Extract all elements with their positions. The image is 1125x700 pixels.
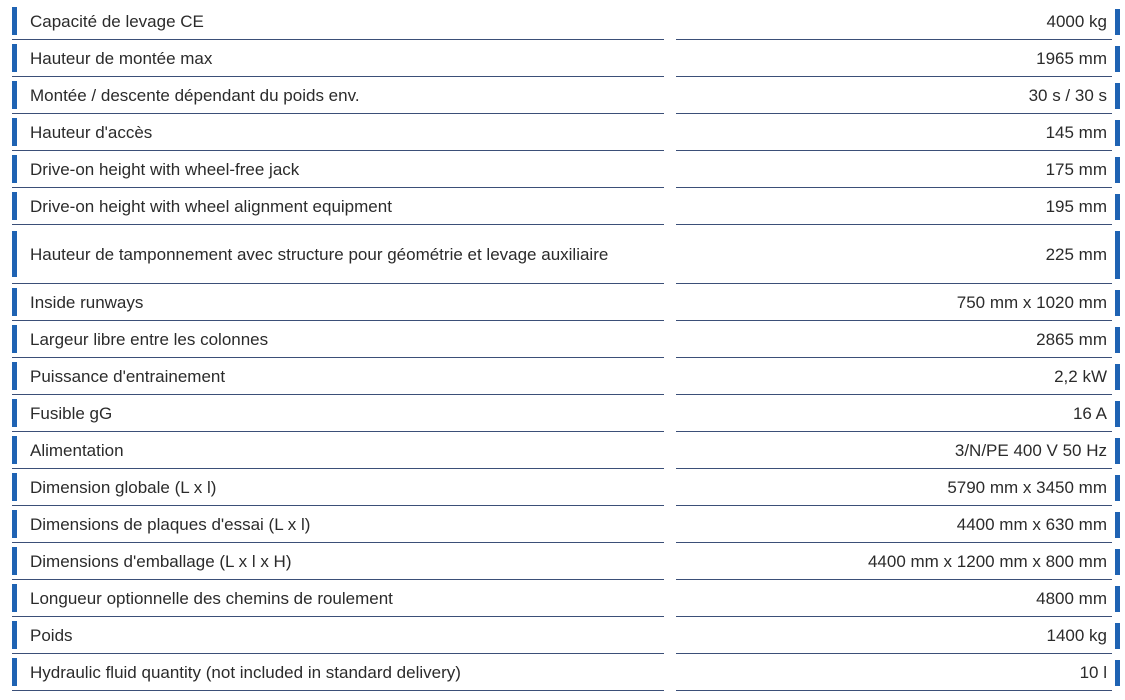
spec-value: 750 mm x 1020 mm (956, 292, 1107, 312)
spec-value: 175 mm (1045, 159, 1107, 179)
spec-label-cell (12, 358, 664, 395)
spec-row (0, 3, 1125, 40)
spec-value: 2865 mm (1036, 329, 1107, 349)
spec-label: Inside runways (30, 292, 144, 312)
spec-label: Hauteur d'accès (30, 122, 153, 142)
spec-label: Montée / descente dépendant du poids env. (30, 85, 360, 105)
spec-value-cell (676, 617, 1112, 654)
spec-label: Poids (30, 625, 73, 645)
spec-label: Hauteur de montée max (30, 48, 213, 68)
spec-value-cell (676, 358, 1112, 395)
spec-value: 4400 mm x 630 mm (956, 514, 1107, 534)
spec-label-cell (12, 543, 664, 580)
spec-value: 2,2 kW (1054, 366, 1107, 386)
spec-value-cell (676, 40, 1112, 77)
spec-value-cell (676, 580, 1112, 617)
spec-value-cell (676, 77, 1112, 114)
spec-row (0, 225, 1125, 284)
spec-row (0, 188, 1125, 225)
spec-row (0, 321, 1125, 358)
spec-label: Hauteur de tamponnement avec structure pour géométrie et levage auxiliaire (30, 244, 609, 264)
spec-row (0, 654, 1125, 691)
spec-label: Dimensions d'emballage (L x l x H) (30, 551, 292, 571)
spec-value: 225 mm (1045, 244, 1107, 264)
spec-label-cell (12, 506, 664, 543)
spec-label-cell (12, 617, 664, 654)
spec-label: Dimensions de plaques d'essai (L x l) (30, 514, 311, 534)
spec-label: Fusible gG (30, 403, 113, 423)
spec-row (0, 395, 1125, 432)
spec-value-cell (676, 3, 1112, 40)
spec-row (0, 469, 1125, 506)
spec-label-cell (12, 395, 664, 432)
spec-value: 10 l (1079, 662, 1107, 682)
spec-value-cell (676, 543, 1112, 580)
spec-label: Dimension globale (L x l) (30, 477, 217, 497)
spec-value-cell (676, 321, 1112, 358)
spec-label-cell (12, 3, 664, 40)
spec-value: 16 A (1072, 403, 1107, 423)
spec-value: 4800 mm (1036, 588, 1107, 608)
spec-value-cell (676, 469, 1112, 506)
spec-label-cell (12, 225, 664, 284)
spec-label-cell (12, 77, 664, 114)
spec-label-cell (12, 580, 664, 617)
spec-row (0, 40, 1125, 77)
spec-row (0, 432, 1125, 469)
spec-value: 1400 kg (1046, 625, 1107, 645)
spec-value-cell (676, 506, 1112, 543)
spec-label: Drive-on height with wheel-free jack (30, 159, 300, 179)
spec-row (0, 358, 1125, 395)
spec-value: 4000 kg (1046, 11, 1107, 31)
spec-value-cell (676, 654, 1112, 691)
spec-row (0, 151, 1125, 188)
spec-value: 3/N/PE 400 V 50 Hz (954, 440, 1107, 460)
spec-value: 4400 mm x 1200 mm x 800 mm (867, 551, 1107, 571)
spec-label: Puissance d'entrainement (30, 366, 226, 386)
spec-value: 145 mm (1045, 122, 1107, 142)
spec-value-cell (676, 114, 1112, 151)
spec-value-cell (676, 284, 1112, 321)
spec-label: Capacité de levage CE (30, 11, 204, 31)
spec-label-cell (12, 284, 664, 321)
spec-value-cell (676, 151, 1112, 188)
spec-value: 5790 mm x 3450 mm (947, 477, 1107, 497)
spec-label-cell (12, 188, 664, 225)
spec-label: Largeur libre entre les colonnes (30, 329, 269, 349)
spec-row (0, 543, 1125, 580)
spec-label-cell (12, 654, 664, 691)
spec-label-cell (12, 469, 664, 506)
spec-row (0, 77, 1125, 114)
spec-label-cell (12, 151, 664, 188)
spec-value-cell (676, 188, 1112, 225)
spec-value-cell (676, 395, 1112, 432)
spec-row (0, 580, 1125, 617)
spec-label: Longueur optionnelle des chemins de roulement (30, 588, 393, 608)
spec-row (0, 114, 1125, 151)
spec-label-cell (12, 432, 664, 469)
spec-label: Hydraulic fluid quantity (not included in standard delivery) (30, 662, 461, 682)
spec-value: 30 s / 30 s (1028, 85, 1107, 105)
spec-label: Drive-on height with wheel alignment equipment (30, 196, 392, 216)
spec-value-cell (676, 225, 1112, 284)
spec-value-cell (676, 432, 1112, 469)
spec-value: 195 mm (1045, 196, 1107, 216)
spec-row (0, 284, 1125, 321)
spec-label-cell (12, 321, 664, 358)
spec-row (0, 617, 1125, 654)
spec-label-cell (12, 40, 664, 77)
spec-label: Alimentation (30, 440, 124, 460)
spec-row (0, 506, 1125, 543)
spec-value: 1965 mm (1036, 48, 1107, 68)
spec-label-cell (12, 114, 664, 151)
